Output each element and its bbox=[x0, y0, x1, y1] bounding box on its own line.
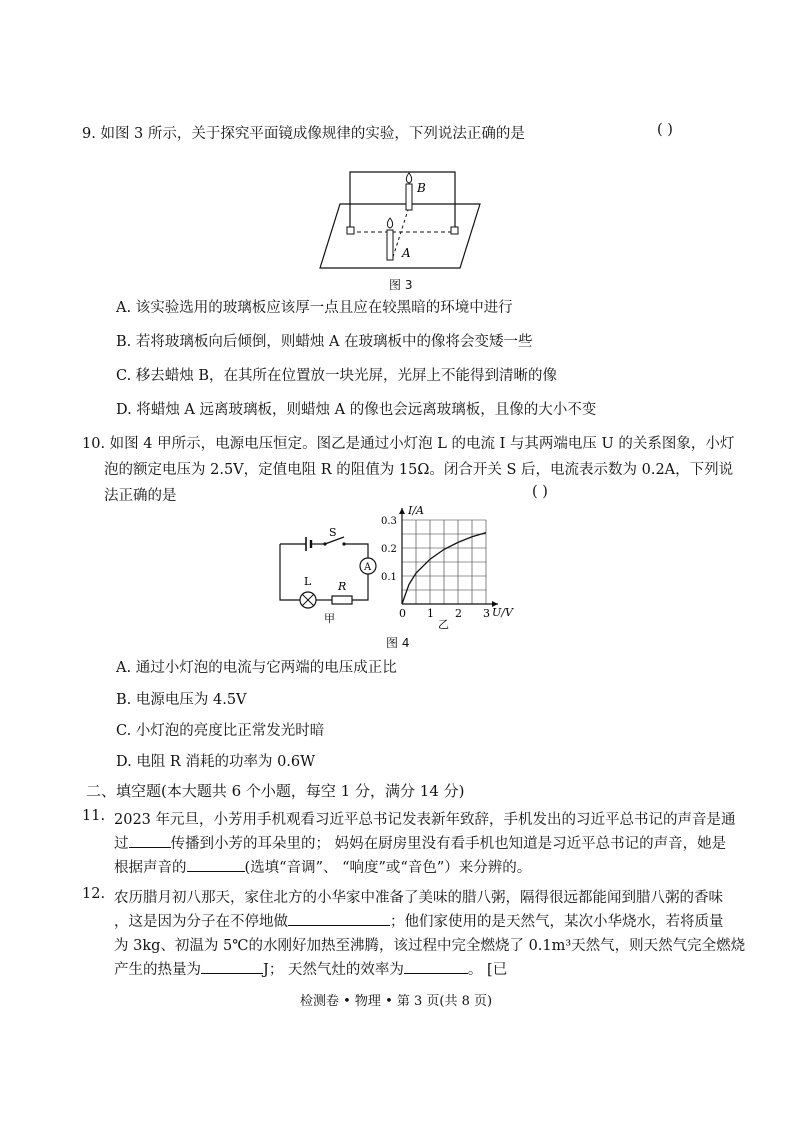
q10-stem-line3: 法正确的是 bbox=[104, 488, 177, 504]
y-axis-label: I/A bbox=[408, 504, 424, 517]
graph-grid bbox=[402, 520, 486, 604]
page-footer: 检测卷 • 物理 • 第 3 页(共 8 页) bbox=[300, 994, 493, 1009]
switch-label: S bbox=[329, 526, 337, 539]
q11-line3: 根据声音的 (选填“音调”、 “响度”或“音色”）来分辨的。 bbox=[114, 856, 531, 877]
resistor bbox=[332, 596, 352, 604]
q10-option-d: D. 电阻 R 消耗的功率为 0.6W bbox=[116, 754, 316, 770]
y-tick-label: 0.1 bbox=[381, 572, 397, 583]
circuit-caption: 甲 bbox=[324, 612, 335, 624]
figure-3-caption: 图 3 bbox=[389, 278, 413, 292]
q12-blank-3[interactable] bbox=[404, 959, 468, 974]
x-tick-label: 3 bbox=[483, 607, 490, 620]
x-tick-label: 1 bbox=[427, 607, 434, 620]
x-tick-label: 2 bbox=[455, 607, 462, 620]
q9-option-a: A. 该实验选用的玻璃板应该厚一点且应在较黑暗的环境中进行 bbox=[116, 300, 513, 316]
y-tick-label: 0.2 bbox=[381, 544, 397, 555]
candle-a-flame bbox=[387, 218, 392, 228]
ammeter-label: A bbox=[364, 562, 372, 573]
candle-b bbox=[406, 184, 412, 210]
x-tick-label: 0 bbox=[399, 607, 406, 620]
q9-option-b: B. 若将玻璃板向后倾倒，则蜡烛 A 在玻璃板中的像将会变矮一些 bbox=[116, 334, 533, 350]
q9-option-c: C. 移去蜡烛 B，在其所在位置放一块光屏，光屏上不能得到清晰的像 bbox=[116, 368, 558, 384]
lamp-label: L bbox=[304, 575, 312, 588]
figure-4-iu-graph bbox=[380, 502, 520, 632]
plate-holder-right bbox=[451, 227, 458, 234]
figure-3-mirror-experiment bbox=[310, 164, 490, 272]
resistor-label: R bbox=[338, 580, 347, 593]
q10-stem-line1: 10. 如图 4 甲所示，电源电压恒定。图乙是通过小灯泡 L 的电流 I 与其两端电压 U 的关系图象，小灯 bbox=[82, 436, 735, 452]
plate-holder-left bbox=[347, 227, 354, 234]
q12-blank-1[interactable] bbox=[288, 911, 390, 926]
q12-number: 12. bbox=[82, 886, 106, 902]
q12-line3: 为 3kg、初温为 5℃的水刚好加热至沸腾，该过程中完全燃烧了 0.1m³天然气，则天然气完全燃烧 bbox=[114, 938, 746, 954]
q11-line2: 过 传播到小芳的耳朵里的； 妈妈在厨房里没有看手机也知道是习近平总书记的声音，她是 bbox=[114, 832, 726, 853]
q12-line4: 产生的热量为 J； 天然气灶的效率为 。 [已 bbox=[114, 958, 507, 979]
q11-number: 11. bbox=[82, 808, 106, 824]
graph-caption: 乙 bbox=[438, 618, 449, 631]
label-b: B bbox=[417, 181, 426, 195]
table-plane bbox=[320, 204, 480, 268]
glass-plate-frame bbox=[350, 172, 455, 232]
q11-line1: 2023 年元旦，小芳用手机观看习近平总书记发表新年致辞，手机发出的习近平总书记的声音是通 bbox=[114, 812, 736, 828]
q10-option-b: B. 电源电压为 4.5V bbox=[116, 692, 247, 708]
figure-4-circuit bbox=[272, 524, 384, 624]
candle-b-flame bbox=[406, 173, 411, 183]
q10-option-a: A. 通过小灯泡的电流与它两端的电压成正比 bbox=[116, 660, 397, 676]
q10-answer-bracket: ( ) bbox=[532, 484, 548, 500]
q9-stem: 9. 如图 3 所示，关于探究平面镜成像规律的实验，下列说法正确的是 bbox=[82, 126, 525, 142]
y-axis-arrow bbox=[399, 508, 405, 514]
y-tick-label: 0.3 bbox=[381, 516, 397, 527]
q11-blank-1[interactable] bbox=[129, 833, 171, 848]
q10-stem-line2: 泡的额定电压为 2.5V，定值电阻 R 的阻值为 15Ω。闭合开关 S 后，电流表示数为 0.2A，下列说 bbox=[104, 462, 734, 478]
q12-line2: ，这是因为分子在不停地做 ；他们家使用的是天然气，某次小华烧水，若将质量 bbox=[114, 910, 724, 931]
x-axis-label: U/V bbox=[492, 606, 513, 619]
graph-axes bbox=[399, 508, 498, 607]
q11-blank-2[interactable] bbox=[187, 857, 245, 872]
q12-line1: 农历腊月初八那天，家住北方的小华家中准备了美味的腊八粥，隔得很远都能闻到腊八粥的香味 bbox=[114, 890, 723, 906]
q12-blank-2[interactable] bbox=[201, 959, 263, 974]
label-a: A bbox=[402, 246, 411, 260]
q9-answer-bracket: ( ) bbox=[657, 122, 673, 138]
q9-option-d: D. 将蜡烛 A 远离玻璃板，则蜡烛 A 的像也会远离玻璃板，且像的大小不变 bbox=[116, 402, 597, 418]
figure-4-caption: 图 4 bbox=[386, 636, 410, 650]
candle-a bbox=[387, 230, 393, 260]
q10-option-c: C. 小灯泡的亮度比正常发光时暗 bbox=[116, 723, 325, 739]
section-2-heading: 二、填空题(本大题共 6 个小题，每空 1 分，满分 14 分) bbox=[86, 782, 465, 800]
